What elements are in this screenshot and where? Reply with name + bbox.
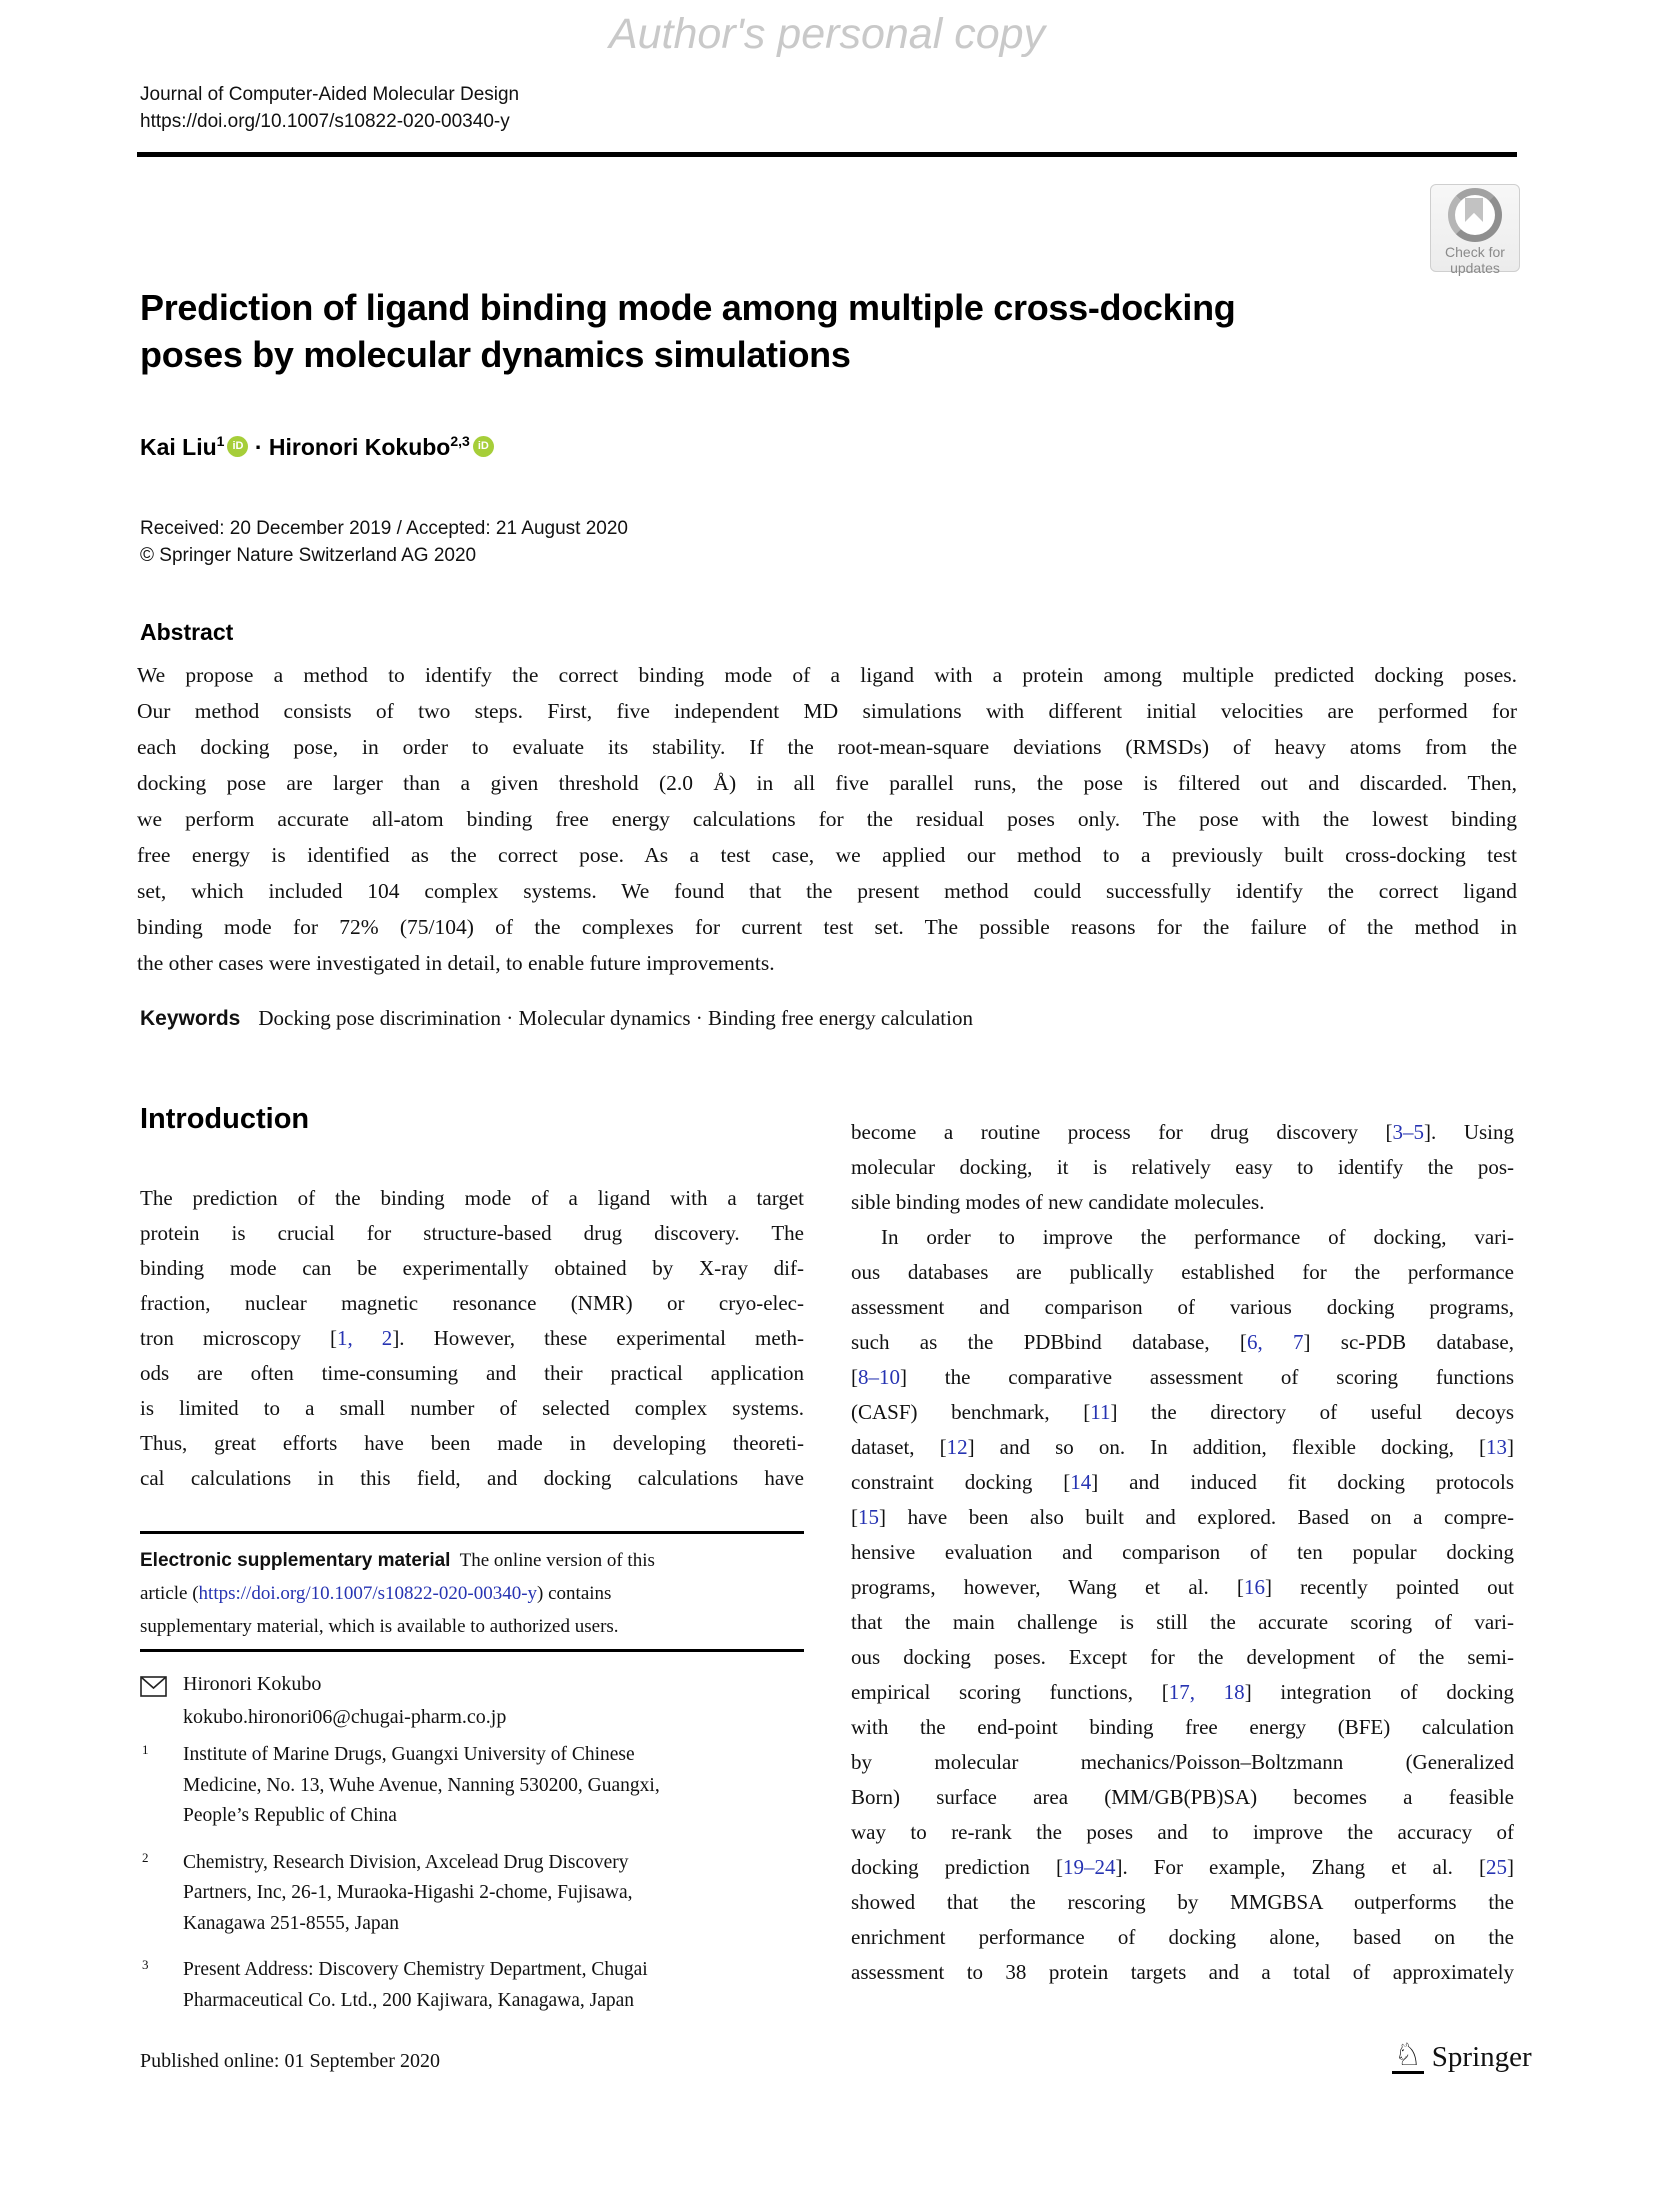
citation-ref[interactable]: 3–5 xyxy=(1392,1120,1425,1144)
text-line: docking pose are larger than a given threshold (2.0 Å) in all five parallel runs, the pose is filtered out and discarded. Then, xyxy=(137,771,1517,795)
affiliation-number: 3 xyxy=(142,1957,149,1972)
authors-personal-copy-watermark: Author's personal copy xyxy=(608,10,1046,58)
text-line: with the end-point binding free energy (BFE) calculation xyxy=(851,1715,1514,1739)
corresponding-author-email[interactable]: kokubo.hironori06@chugai-pharm.co.jp xyxy=(183,1706,507,1728)
introduction-left-column xyxy=(140,1181,804,1496)
text-line: ous databases are publically established for the performance xyxy=(851,1260,1514,1284)
affiliation-item xyxy=(140,1740,830,1832)
keywords-text: Docking pose discrimination · Molecular dynamics · Binding free energy calculation xyxy=(258,1006,973,1030)
text-line: The prediction of the binding mode of a ligand with a target xyxy=(140,1186,804,1210)
springer-logo[interactable] xyxy=(1392,2037,1532,2074)
text-line: Kanagawa 251-8555, Japan xyxy=(183,1912,400,1934)
check-for-updates-badge[interactable] xyxy=(1430,184,1520,276)
text-line: Medicine, No. 13, Wuhe Avenue, Nanning 530200, Guangxi, xyxy=(183,1774,660,1796)
springer-horse-icon: ♘ xyxy=(1394,2037,1422,2072)
text-line: we perform accurate all-atom binding free energy calculations for the residual poses only. The pose with the lowest binding xyxy=(137,807,1517,831)
header-rule xyxy=(137,152,1517,157)
text-line: constraint docking [14] and induced fit docking protocols xyxy=(851,1470,1514,1494)
text-line: Born) surface area (MM/GB(PB)SA) becomes a feasible xyxy=(851,1785,1514,1809)
text-line: such as the PDBbind database, [6, 7] sc-PDB database, xyxy=(851,1330,1514,1354)
text-line: Our method consists of two steps. First, five independent MD simulations with different initial velocities are performed for xyxy=(137,699,1517,723)
text-line: [15] have been also built and explored. Based on a compre- xyxy=(851,1505,1514,1529)
author-line: Kai Liu$^1$ iD · Hironori Kokubo$^{2,3}$ iD xyxy=(140,433,494,461)
citation-ref[interactable]: 14 xyxy=(1070,1470,1092,1494)
text-line: Institute of Marine Drugs, Guangxi University of Chinese xyxy=(183,1744,635,1765)
bookmark-icon xyxy=(1465,198,1483,222)
journal-doi: https://doi.org/10.1007/s10822-020-00340-y xyxy=(140,111,510,132)
citation-ref[interactable]: 17, 18 xyxy=(1168,1680,1245,1704)
envelope-icon xyxy=(140,1675,167,1708)
citation-ref[interactable]: 15 xyxy=(858,1505,879,1529)
text-line: Chemistry, Research Division, Axcelead Drug Discovery xyxy=(183,1851,629,1873)
text-line: free energy is identified as the correct pose. As a test case, we applied our method to a previously built cross-docking test xyxy=(137,843,1517,867)
text-line: protein is crucial for structure-based drug discovery. The xyxy=(140,1221,804,1245)
received-accepted-dates: Received: 20 December 2019 / Accepted: 21 August 2020 xyxy=(140,518,628,539)
text-line: In order to improve the performance of docking, vari- xyxy=(881,1225,1514,1249)
article-title: Prediction of ligand binding mode among multiple cross-docking poses by molecular dynamics simulations xyxy=(140,287,1236,375)
citation-ref[interactable]: 25 xyxy=(1486,1855,1507,1879)
text-line: each docking pose, in order to evaluate its stability. If the root-mean-square deviations (RMSDs) of heavy atoms from the xyxy=(137,735,1517,759)
text-line: become a routine process for drug discovery [3–5]. Using xyxy=(851,1120,1514,1144)
affiliation-number: 1 xyxy=(142,1742,149,1757)
text-line: the other cases were investigated in detail, to enable future improvements. xyxy=(137,951,775,975)
published-online-date: Published online: 01 September 2020 xyxy=(140,2050,440,2072)
text-line: ous docking poses. Except for the development of the semi- xyxy=(851,1645,1514,1669)
footnote-rule-top xyxy=(140,1531,804,1534)
citation-ref[interactable]: 13 xyxy=(1486,1435,1508,1459)
citation-ref[interactable]: 1, 2 xyxy=(336,1326,393,1350)
text-line: programs, however, Wang et al. [16] recently pointed out xyxy=(851,1575,1514,1599)
text-line: binding mode can be experimentally obtained by X-ray dif- xyxy=(140,1256,804,1280)
orcid-icon[interactable]: iD xyxy=(473,436,494,457)
keywords-line xyxy=(140,1006,973,1031)
text-line: cal calculations in this field, and docking calculations have xyxy=(140,1466,804,1490)
text-line: supplementary material, which is available to authorized users. xyxy=(140,1616,619,1637)
footnote-rule-bottom xyxy=(140,1649,804,1652)
citation-ref[interactable]: 8–10 xyxy=(858,1365,900,1389)
author-name: Hironori Kokubo xyxy=(268,434,451,460)
text-line: We propose a method to identify the correct binding mode of a ligand with a protein among multiple predicted docking poses. xyxy=(137,663,1517,687)
abstract-text xyxy=(137,657,1517,981)
orcid-icon[interactable]: iD xyxy=(227,436,248,457)
journal-name: Journal of Computer-Aided Molecular Design xyxy=(140,84,520,105)
text-line: binding mode for 72% (75/104) of the complexes for current test set. The possible reasons for the failure of the method in xyxy=(137,915,1517,939)
text-line: ods are often time-consuming and their practical application xyxy=(140,1361,804,1385)
text-line: Thus, great efforts have been made in developing theoreti- xyxy=(140,1431,804,1455)
introduction-heading: Introduction xyxy=(140,1103,310,1135)
text-line: molecular docking, it is relatively easy to identify the pos- xyxy=(851,1155,1514,1179)
affiliation-item xyxy=(140,1955,830,2016)
text-line: dataset, [12] and so on. In addition, flexible docking, [13] xyxy=(851,1435,1515,1459)
author-name: Kai Liu xyxy=(140,434,217,460)
text-line: assessment to 38 protein targets and a total of approximately xyxy=(851,1960,1514,1984)
text-line: way to re-rank the poses and to improve the accuracy of xyxy=(851,1820,1514,1844)
text-line: tron microscopy [1, 2]. However, these experimental meth- xyxy=(140,1326,805,1350)
affiliation-item xyxy=(140,1848,830,1940)
crossmark-icon xyxy=(1448,188,1502,242)
correspondence-block xyxy=(140,1668,820,1734)
author-affiliation-sup: 1 xyxy=(216,433,225,449)
author-affiliation-sup: 2,3 xyxy=(450,433,470,449)
electronic-supplementary-material xyxy=(140,1544,816,1643)
doi-link[interactable]: https://doi.org/10.1007/s10822-020-00340-y xyxy=(198,1583,538,1604)
abstract-heading: Abstract xyxy=(140,619,234,645)
keywords-label: Keywords xyxy=(140,1007,241,1030)
text-line: (CASF) benchmark, [11] the directory of useful decoys xyxy=(851,1400,1514,1424)
text-line: Pharmaceutical Co. Ltd., 200 Kajiwara, Kanagawa, Japan xyxy=(183,1989,635,2011)
citation-ref[interactable]: 12 xyxy=(946,1435,968,1459)
esm-line: Electronic supplementary material The online version of this xyxy=(140,1550,655,1571)
text-line: [8–10] the comparative assessment of scoring functions xyxy=(851,1365,1514,1389)
text-line: People’s Republic of China xyxy=(183,1805,397,1826)
text-line: assessment and comparison of various docking programs, xyxy=(851,1295,1514,1319)
citation-ref[interactable]: 6, 7 xyxy=(1246,1330,1304,1354)
check-for-updates-label: Check for updates xyxy=(1445,244,1505,276)
springer-wordmark: Springer xyxy=(1431,2040,1532,2073)
text-line: docking prediction [19–24]. For example, Zhang et al. [25] xyxy=(851,1855,1514,1879)
text-line: set, which included 104 complex systems. We found that the present method could successfully identify the correct ligand xyxy=(137,879,1517,903)
affiliation-number: 2 xyxy=(142,1849,149,1865)
text-line: showed that the rescoring by MMGBSA outperforms the xyxy=(851,1890,1514,1914)
text-line: by molecular mechanics/Poisson–Boltzmann (Generalized xyxy=(851,1750,1514,1774)
text-line: is limited to a small number of selected complex systems. xyxy=(140,1396,804,1420)
esm-label: Electronic supplementary material xyxy=(140,1550,451,1571)
affiliations-list xyxy=(140,1740,830,2032)
citation-ref[interactable]: 11 xyxy=(1090,1400,1111,1424)
introduction-right-column xyxy=(851,1115,1514,1990)
text-line: fraction, nuclear magnetic resonance (NMR) or cryo-elec- xyxy=(140,1291,804,1315)
corresponding-author-name: Hironori Kokubo xyxy=(183,1673,322,1695)
citation-ref[interactable]: 16 xyxy=(1243,1575,1265,1599)
text-line: empirical scoring functions, [17, 18] integration of docking xyxy=(851,1680,1514,1704)
text-line: Present Address: Discovery Chemistry Department, Chugai xyxy=(183,1959,648,1980)
text-line: article (https://doi.org/10.1007/s10822-020-00340-y) contains xyxy=(140,1583,612,1604)
copyright-line: © Springer Nature Switzerland AG 2020 xyxy=(140,545,477,566)
text-line: Partners, Inc, 26-1, Muraoka-Higashi 2-chome, Fujisawa, xyxy=(183,1882,633,1903)
citation-ref[interactable]: 19–24 xyxy=(1062,1855,1116,1879)
text-line: sible binding modes of new candidate molecules. xyxy=(851,1190,1265,1214)
text-line: enrichment performance of docking alone, based on the xyxy=(851,1925,1514,1949)
text-line: that the main challenge is still the accurate scoring of vari- xyxy=(851,1610,1514,1634)
text-line: hensive evaluation and comparison of ten popular docking xyxy=(851,1540,1514,1564)
